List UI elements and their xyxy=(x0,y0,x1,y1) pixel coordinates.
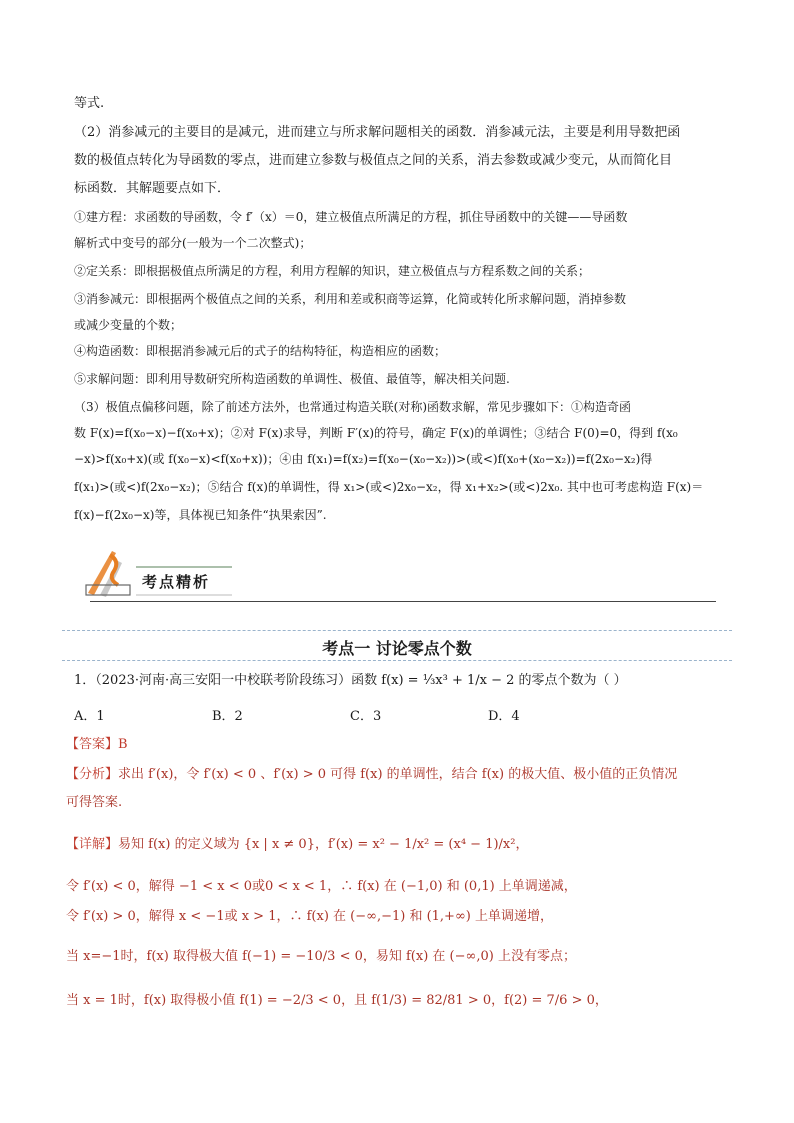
intro-line-8: 或减少变量的个数； xyxy=(74,318,183,332)
question-options xyxy=(74,708,626,726)
intro-line-7: ③消参减元：即根据两个极值点之间的关系，利用和差或积商等运算，化简或转化所求解问题，消掉参数 xyxy=(74,292,627,306)
dashed-divider-top xyxy=(62,630,732,631)
analysis-line-1 xyxy=(66,766,677,784)
detail-line-3: 令 f′(x) > 0，解得 x < −1或 x > 1，∴ f(x) 在 (−∞,−1) 和 (1,+∞) 上单调递增， xyxy=(66,909,553,924)
intro-line-4: ①建方程：求函数的导函数，令 f′（x）＝0，建立极值点所满足的方程，抓住导函数中的关键——导函数 xyxy=(74,210,628,224)
intro-line-15: f(x)−f(2x₀−x)等，具体视已知条件“执果索因”. xyxy=(74,508,327,522)
section-badge xyxy=(82,545,242,601)
option-b: B．2 xyxy=(212,709,243,724)
detail-line-2: 令 f′(x) < 0，解得 −1 < x < 0或0 < x < 1，∴ f(x) 在 (−1,0) 和 (0,1) 上单调递减， xyxy=(66,879,577,894)
intro-line-1: （2）消参减元的主要目的是减元，进而建立与所求解问题相关的函数．消参减元法，主要是利用导数把函 xyxy=(74,125,681,140)
option-d: D．4 xyxy=(488,709,520,724)
section-title: 考点一 讨论零点个数 xyxy=(322,639,472,658)
analysis-text-1: 求出 f′(x)，令 f′(x) < 0 、f′(x) > 0 可得 f(x) 的单调性，结合 f(x) 的极大值、极小值的正负情况 xyxy=(118,767,678,782)
answer-tag: 【答案】 xyxy=(66,737,119,752)
analysis-tag: 【分析】 xyxy=(66,767,119,782)
intro-line-5: 解析式中变号的部分(一般为一个二次整式)； xyxy=(74,236,312,250)
intro-line-3: 标函数．其解题要点如下． xyxy=(74,181,231,196)
detail-text-1: 易知 f(x) 的定义域为 {x | x ≠ 0}，f′(x) = x² − 1/x² = (x⁴ − 1)/x²， xyxy=(118,837,529,852)
answer-value: B xyxy=(118,737,128,752)
option-a: A．1 xyxy=(74,709,105,724)
detail-line-1 xyxy=(66,836,528,854)
detail-tag: 【详解】 xyxy=(66,837,119,852)
dashed-divider-bottom xyxy=(62,660,732,661)
badge-divider xyxy=(90,601,716,602)
intro-line-14: f(x₁)>(或<)f(2x₀−x₂)；⑤结合 f(x)的单调性，得 x₁>(或<)2x₀−x₂，得 x₁+x₂>(或<)2x₀. 其中也可考虑构造 F(x)＝ xyxy=(74,480,704,494)
intro-line-6: ②定关系：即根据极值点所满足的方程，利用方程解的知识，建立极值点与方程系数之间的关系； xyxy=(74,264,591,278)
intro-line-10: ⑤求解问题：即利用导数研究所构造函数的单调性、极值、最值等，解决相关问题. xyxy=(74,372,510,386)
answer-line xyxy=(66,736,128,754)
intro-line-11: （3）极值点偏移问题，除了前述方法外，也常通过构造关联(对称)函数求解，常见步骤如下：①构造奇函 xyxy=(74,400,632,414)
intro-line-13: −x)>f(x₀+x)(或 f(x₀−x)<f(x₀+x))；④由 f(x₁)=f(x₂)=f(x₀−(x₀−x₂))>(或<)f(x₀+(x₀−x₂))=f(2x₀−x₂)得 xyxy=(74,452,653,466)
detail-line-5: 当 x = 1时，f(x) 取得极小值 f(1) = −2/3 < 0，且 f(1/3) = 82/81 > 0，f(2) = 7/6 > 0， xyxy=(66,993,608,1008)
intro-line-12: 数 F(x)=f(x₀−x)−f(x₀+x)；②对 F(x)求导，判断 F′(x)的符号，确定 F(x)的单调性；③结合 F(0)=0，得到 f(x₀ xyxy=(74,426,678,440)
analysis-line-2: 可得答案. xyxy=(66,795,123,810)
intro-line-9: ④构造函数：即根据消参减元后的式子的结构特征，构造相应的函数； xyxy=(74,344,447,358)
badge-label: 考点精析 xyxy=(142,573,211,591)
question-stem: 1．（2023·河南·高三安阳一中校联考阶段练习）函数 f(x) = ⅓x³ + 1/x − 2 的零点个数为（ ） xyxy=(74,673,627,688)
option-c: C．3 xyxy=(350,709,382,724)
intro-line-2: 数的极值点转化为导函数的零点，进而建立参数与极值点之间的关系，消去参数或减少变元，从而简化目 xyxy=(74,153,673,168)
intro-line-0: 等式. xyxy=(74,96,105,111)
detail-line-4: 当 x=−1时，f(x) 取得极大值 f(−1) = −10/3 < 0，易知 f(x) 在 (−∞,0) 上没有零点； xyxy=(66,949,576,964)
